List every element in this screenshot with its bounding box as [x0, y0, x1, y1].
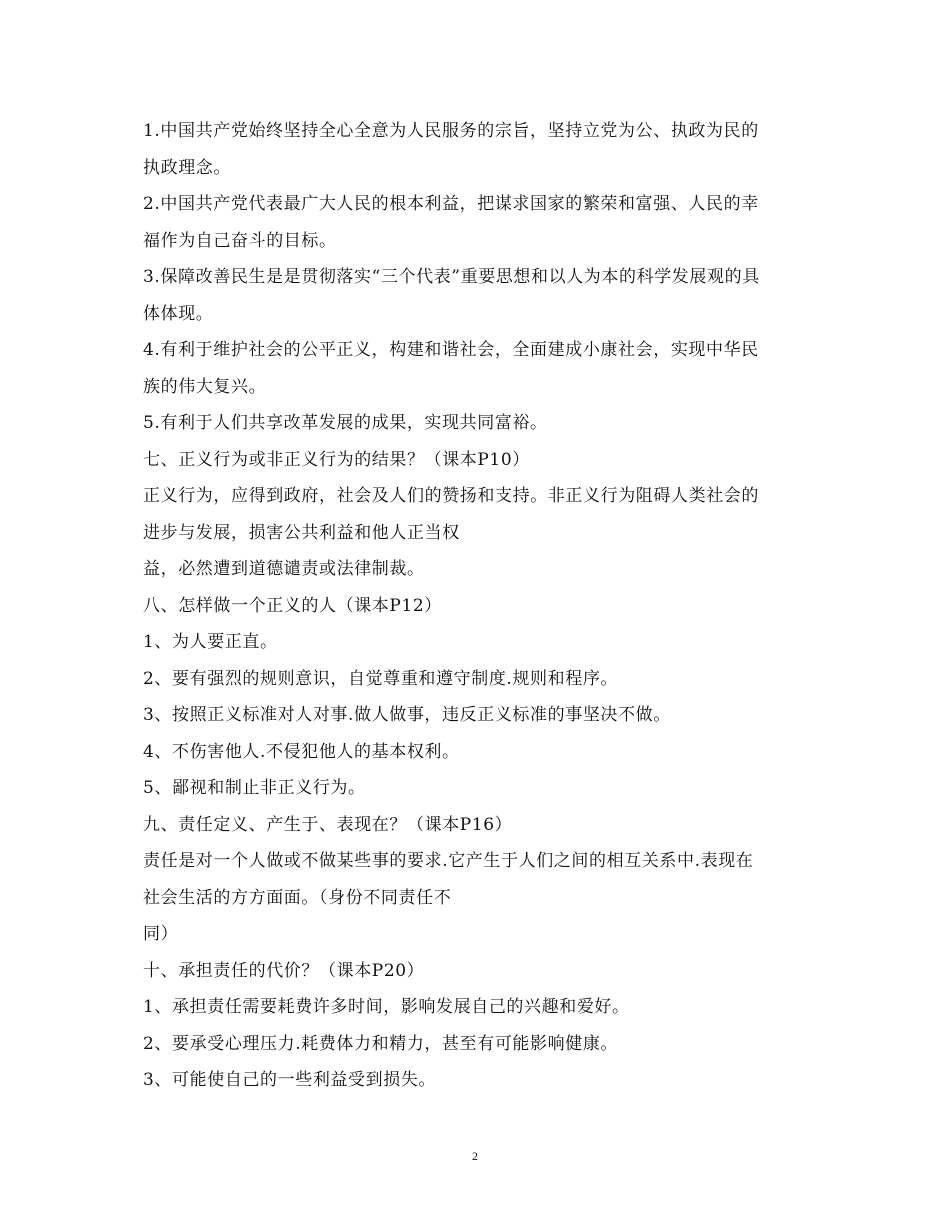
list-item: 5、鄙视和制止非正义行为。 [143, 778, 366, 798]
list-item: 1、承担责任需要耗费许多时间，影响发展自己的兴趣和爱好。 [143, 997, 630, 1017]
list-item: 1、为人要正直。 [143, 632, 278, 652]
text-line: 益，必然遭到道德谴责或法律制裁。 [143, 559, 425, 579]
text-line: 责任是对一个人做或不做某些事的要求.它产生于人们之间的相互关系中.表现在 [143, 851, 754, 871]
text-line: 进步与发展，损害公共利益和他人正当权 [143, 522, 460, 543]
list-item: 3、按照正义标准对人对事.做人做事，违反正义标准的事坚决不做。 [143, 705, 671, 725]
section-heading: 十、承担责任的代价？（课本P20） [143, 960, 425, 981]
text-line: 体体现。 [143, 303, 214, 324]
document-body [143, 113, 813, 1099]
list-item: 2、要承受心理压力.耗费体力和精力，甚至有可能影响健康。 [143, 1033, 619, 1054]
text-line: 4.有利于维护社会的公平正义，构建和谐社会，全面建成小康社会，实现中华民 [143, 340, 759, 360]
text-line: 同） [143, 924, 179, 944]
text-line: 3.保障改善民生是是贯彻落实“三个代表”重要思想和以人为本的科学发展观的具 [143, 267, 760, 287]
text-line: 族的伟大复兴。 [143, 376, 267, 397]
section-heading: 八、怎样做一个正义的人（课本P12） [143, 595, 442, 616]
text-line: 社会生活的方方面面。（身份不同责任不 [143, 887, 452, 908]
section-heading: 九、责任定义、产生于、表现在？（课本P16） [143, 814, 513, 835]
section-heading: 七、正义行为或非正义行为的结果？（课本P10） [143, 449, 530, 470]
text-line: 5.有利于人们共享改革发展的成果，实现共同富裕。 [143, 413, 548, 433]
list-item: 2、要有强烈的规则意识，自觉尊重和遵守制度.规则和程序。 [143, 668, 619, 689]
text-line: 福作为自己奋斗的目标。 [143, 230, 337, 251]
text-line: 1.中国共产党始终坚持全心全意为人民服务的宗旨，坚持立党为公、执政为民的 [143, 121, 759, 141]
page-number: 2 [472, 1149, 478, 1163]
text-line: 执政理念。 [143, 157, 231, 178]
list-item: 4、不伤害他人.不侵犯他人的基本权利。 [143, 741, 460, 762]
list-item: 3、可能使自己的一些利益受到损失。 [143, 1070, 437, 1090]
text-line: 正义行为，应得到政府，社会及人们的赞扬和支持。非正义行为阻碍人类社会的 [143, 486, 759, 506]
text-line: 2.中国共产党代表最广大人民的根本利益，把谋求国家的繁荣和富强、人民的幸 [143, 194, 759, 214]
